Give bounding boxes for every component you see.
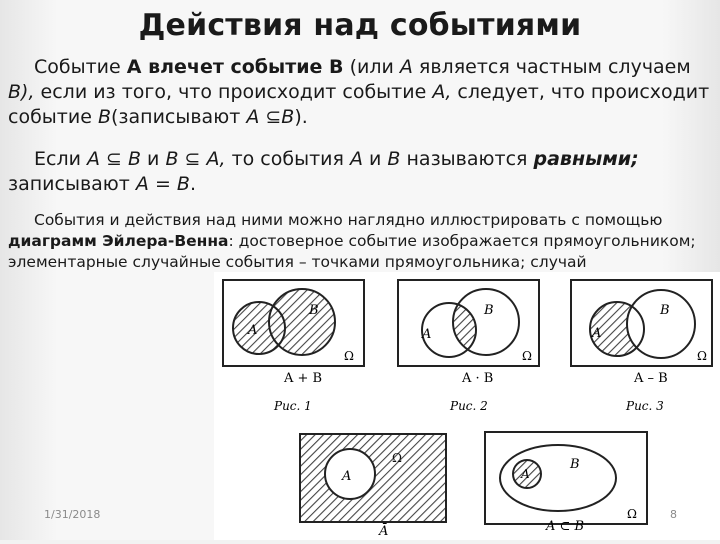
venn-union	[223, 280, 364, 413]
text: (или	[343, 56, 400, 78]
venn-difference	[571, 280, 712, 413]
label-omega: Ω	[522, 349, 532, 363]
event-a: А,	[432, 81, 452, 103]
event-b: В),	[8, 81, 35, 103]
text: является частным случаем	[412, 56, 691, 78]
label-b: B	[309, 303, 319, 318]
formula-difference: A – B	[634, 371, 668, 386]
label-a: A	[422, 327, 432, 342]
label-omega: Ω	[697, 349, 707, 363]
caption-fig1: Рис. 1	[274, 399, 312, 413]
event-b: В	[97, 106, 111, 128]
text: следует, что происходит событие	[8, 81, 710, 128]
text: .	[189, 173, 196, 195]
caption-fig2: Рис. 2	[450, 399, 488, 413]
venn-complement	[300, 434, 446, 539]
text: и	[141, 148, 166, 170]
text: (записывают	[110, 106, 247, 128]
text: : достоверное событие изображается прямоугольником; элементарные случайные события – точками прямоугольника; случай	[8, 232, 696, 271]
venn-diagrams-figure	[214, 272, 720, 540]
footer-date: 1/31/2018	[44, 508, 101, 521]
paragraph-definition-equal	[8, 147, 716, 197]
event-a: А	[349, 148, 363, 170]
label-omega: Ω	[627, 507, 637, 521]
venn-diagrams-svg	[214, 272, 720, 540]
formula-complement: Ā	[379, 524, 389, 539]
paragraph-venn-intro	[8, 210, 708, 273]
event-b: В	[387, 148, 401, 170]
footer-page-number: 8	[670, 508, 677, 521]
text: записывают	[8, 173, 136, 195]
equality-notation: А = В	[135, 173, 190, 195]
label-b: B	[484, 303, 494, 318]
text: Если	[34, 148, 87, 170]
label-b: B	[660, 303, 670, 318]
slide-title: Действия над событиями	[138, 8, 582, 43]
formula-union: A + B	[284, 371, 323, 386]
subset-notation: А ⊆В	[246, 106, 295, 128]
event-a: А	[399, 56, 413, 78]
subset-notation: А ⊆ В	[86, 148, 142, 170]
text: называются	[400, 148, 534, 170]
label-a: A	[248, 323, 258, 338]
label-a: A	[342, 469, 352, 484]
formula-intersection: A · B	[462, 371, 494, 386]
text: если из того, что происходит событие	[34, 81, 433, 103]
formula-subset: A ⊂ B	[546, 519, 585, 534]
label-omega: Ω	[392, 451, 402, 465]
paragraph-definition-implication	[8, 55, 716, 130]
term-implies: А влечет событие В	[126, 56, 344, 78]
venn-subset	[485, 432, 647, 534]
label-omega: Ω	[344, 349, 354, 363]
label-a: A	[521, 467, 530, 481]
term-equal: равными;	[533, 148, 639, 170]
label-a: A	[592, 326, 602, 341]
text: и	[362, 148, 388, 170]
text: События и действия над ними можно наглядно иллюстрировать с помощью	[34, 211, 663, 229]
subset-notation: В ⊆ А,	[165, 148, 226, 170]
text: то события	[225, 148, 350, 170]
text: ).	[294, 106, 308, 128]
text: Событие	[34, 56, 127, 78]
term-euler-venn: диаграмм Эйлера-Венна	[8, 232, 229, 250]
caption-fig3: Рис. 3	[626, 399, 664, 413]
label-b: B	[570, 457, 580, 472]
venn-intersection	[398, 280, 539, 413]
